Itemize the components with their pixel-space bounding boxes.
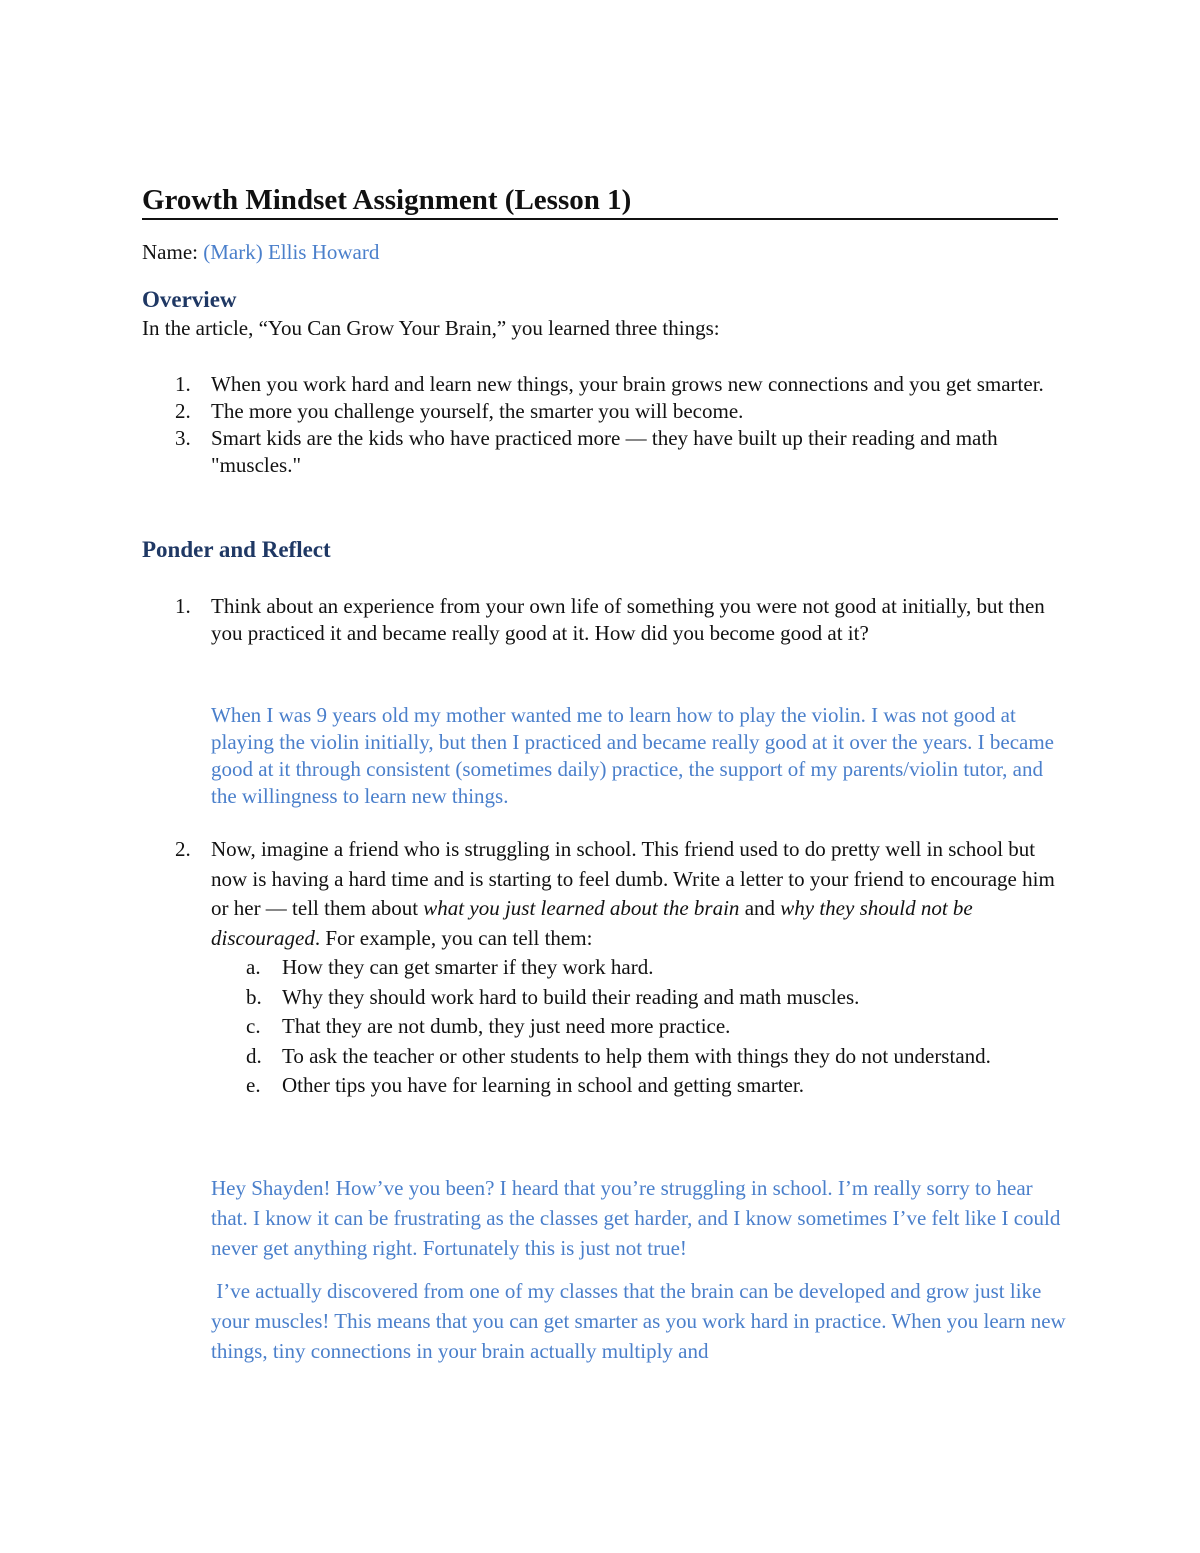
overview-heading: Overview: [142, 287, 237, 312]
list-text: Smart kids are the kids who have practiced more — they have built up their reading and math "muscles.": [211, 426, 998, 477]
question-number: 2.: [175, 837, 191, 861]
list-letter: d.: [246, 1043, 262, 1068]
list-item: [246, 983, 1062, 1013]
emphasis-text: why they should not be discouraged: [211, 896, 973, 950]
letter-paragraph-1: Hey Shayden! How’ve you been? I heard that you’re struggling in school. I’m really sorry to hear that. I know it can be frustrating as the classes get harder, and I know sometimes I’ve felt like I could never get anything right. Fortunately this is just not true!: [211, 1176, 1061, 1260]
list-item: [246, 953, 1062, 983]
list-text: The more you challenge yourself, the smarter you will become.: [211, 399, 744, 423]
list-item: [175, 371, 1061, 398]
list-number: 3.: [175, 426, 191, 450]
document-title: Growth Mindset Assignment (Lesson 1): [142, 182, 1058, 220]
list-text: How they can get smarter if they work hard.: [282, 955, 654, 979]
list-number: 2.: [175, 399, 191, 423]
question-text: Now, imagine a friend who is struggling in school. This friend used to do pretty well in school but now is having a hard time and is starting to feel dumb. Write a letter to your friend to encourage him or her — tell them about: [211, 837, 1055, 920]
question-1: [175, 593, 1061, 647]
question-2: [175, 835, 1061, 953]
list-text: Why they should work hard to build their reading and math muscles.: [282, 984, 860, 1009]
overview-list: [175, 371, 1061, 479]
list-letter: e.: [246, 1073, 261, 1097]
list-letter: c.: [246, 1014, 261, 1038]
list-text: Other tips you have for learning in school and getting smarter.: [282, 1073, 804, 1097]
list-text: To ask the teacher or other students to help them with things they do not understand.: [282, 1043, 991, 1068]
list-letter: a.: [246, 955, 261, 979]
overview-intro: In the article, “You Can Grow Your Brain,” you learned three things:: [142, 316, 720, 340]
list-letter: b.: [246, 984, 262, 1009]
sub-list: [246, 953, 1062, 1101]
list-text: When you work hard and learn new things, your brain grows new connections and you get smarter.: [211, 372, 1044, 396]
list-number: 1.: [175, 372, 191, 396]
name-line: [142, 238, 379, 266]
question-text: . For example, you can tell them:: [314, 925, 593, 950]
question-number: 1.: [175, 594, 191, 618]
question-text: and: [739, 896, 781, 920]
name-value: (Mark) Ellis Howard: [203, 240, 380, 264]
list-item: [175, 425, 1061, 479]
list-item: [246, 1012, 1062, 1042]
question-text: Think about an experience from your own life of something you were not good at initially, but then you practiced it and became really good at it. How did you become good at it?: [211, 594, 1045, 645]
ponder-heading: Ponder and Reflect: [142, 537, 331, 562]
emphasis-text: what you just learned about the brain: [423, 896, 740, 920]
letter-paragraph-2: I’ve actually discovered from one of my classes that the brain can be developed and grow just like your muscles! This means that you can get smarter as you work hard in practice. When you learn new things, tiny connections in your brain actually multiply and: [211, 1279, 1066, 1363]
answer-1: When I was 9 years old my mother wanted me to learn how to play the violin. I was not good at playing the violin initially, but then I practiced and became really good at it over the years. I became good at it through consistent (sometimes daily) practice, the support of my parents/violin tutor, and the willingness to learn new things.: [211, 703, 1054, 808]
list-item: [246, 1042, 1062, 1072]
list-item: [246, 1071, 1062, 1101]
name-label: Name:: [142, 240, 198, 264]
list-text: That they are not dumb, they just need more practice.: [282, 1014, 731, 1038]
list-item: [175, 398, 1061, 425]
